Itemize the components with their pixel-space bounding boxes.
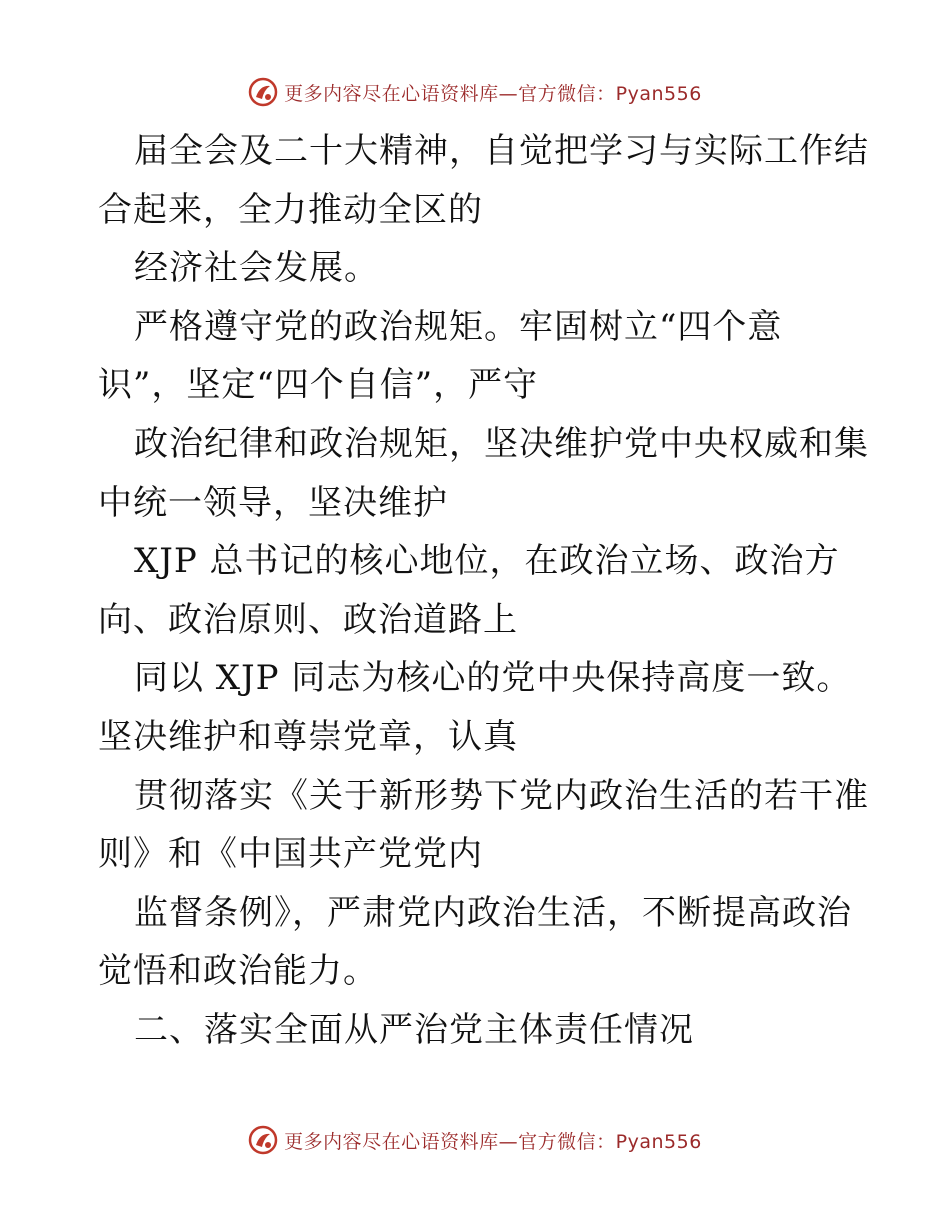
- footer-banner-text: 更多内容尽在心语资料库—官方微信：Pyan556: [284, 1130, 702, 1153]
- logo-icon: [248, 1125, 278, 1155]
- body-line: 觉悟和政治能力。: [98, 951, 378, 992]
- document-body: [98, 122, 868, 1060]
- body-line: 贯彻落实《关于新形势下党内政治生活的若干准: [134, 775, 869, 816]
- footer-banner: [0, 1120, 950, 1160]
- header-banner: [0, 72, 950, 112]
- body-line: 严格遵守党的政治规矩。牢固树立“四个意: [134, 306, 783, 347]
- body-line: 向、政治原则、政治道路上: [98, 599, 518, 640]
- body-line: XJP 总书记的核心地位，在政治立场、政治方: [134, 541, 840, 582]
- body-line: 政治纪律和政治规矩，坚决维护党中央权威和集: [134, 423, 869, 464]
- header-banner-text: 更多内容尽在心语资料库—官方微信：Pyan556: [284, 82, 702, 105]
- body-line: 届全会及二十大精神，自觉把学习与实际工作结: [134, 131, 869, 171]
- logo-icon: [248, 77, 278, 107]
- body-line: 监督条例》，严肃党内政治生活，不断提高政治: [134, 892, 852, 933]
- body-line: 中统一领导，坚决维护: [98, 482, 448, 523]
- body-line: 识”，坚定“四个自信”，严守: [98, 365, 539, 406]
- body-line: 合起来，全力推动全区的: [98, 189, 483, 230]
- body-line: 经济社会发展。: [134, 248, 379, 289]
- body-line: 则》和《中国共产党党内: [98, 834, 483, 875]
- body-line: 坚决维护和尊崇党章，认真: [98, 716, 518, 757]
- section-heading: 二、落实全面从严治党主体责任情况: [134, 1009, 694, 1050]
- body-line: 同以 XJP 同志为核心的党中央保持高度一致。: [134, 658, 852, 699]
